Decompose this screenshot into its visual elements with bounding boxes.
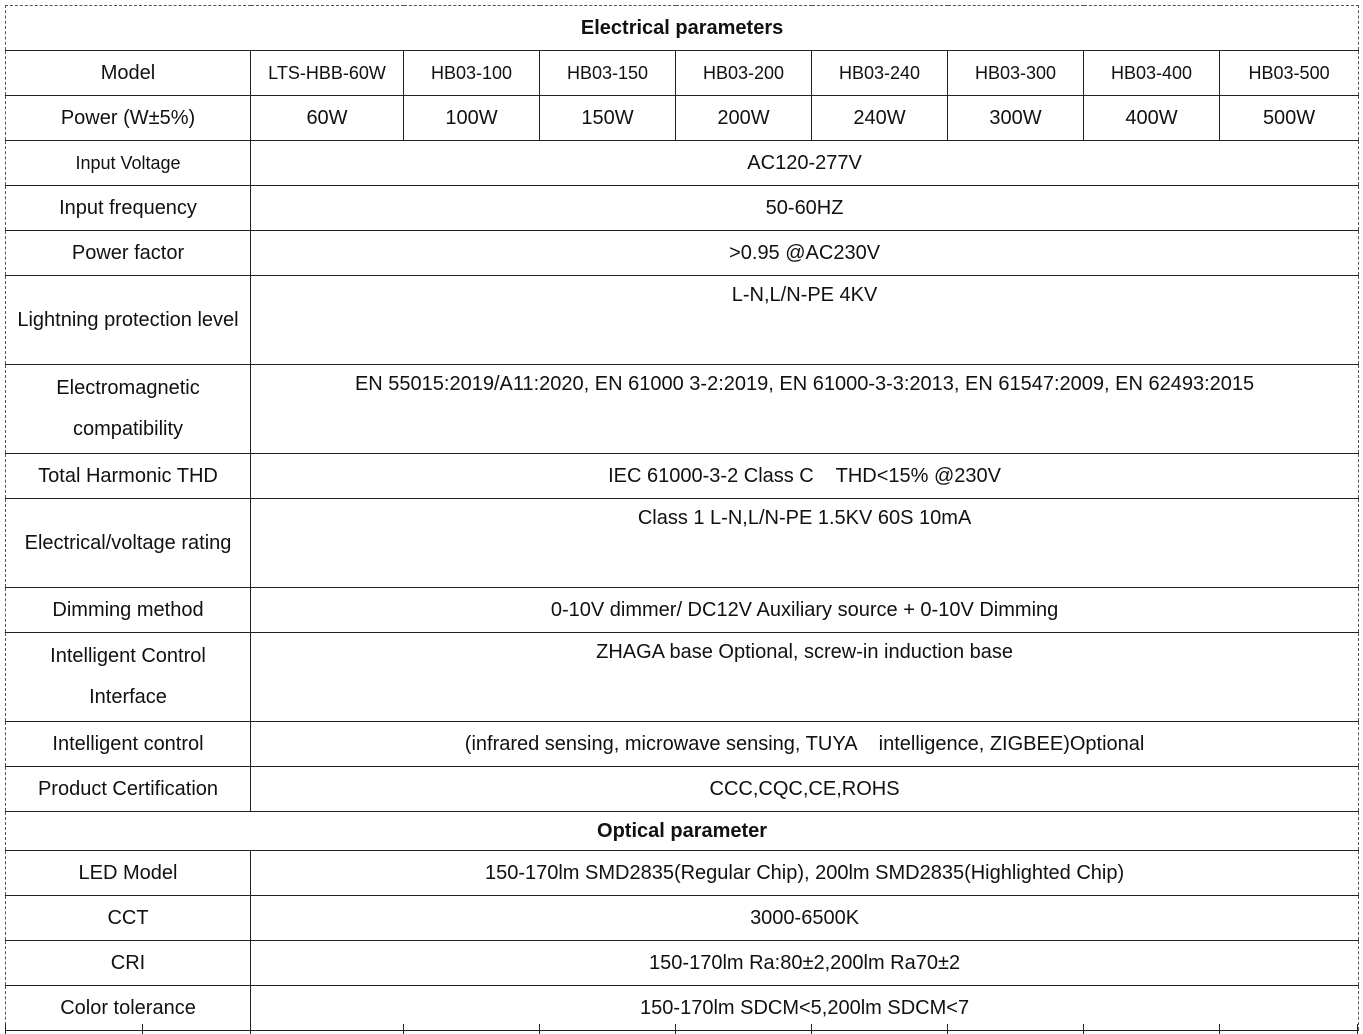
- cut-off-row: [5, 1024, 1358, 1034]
- model-label: Model: [6, 51, 251, 96]
- spec-table: [5, 5, 1359, 1031]
- table-row: [6, 454, 1359, 499]
- power-cell: 300W: [948, 96, 1084, 141]
- row-label: Total Harmonic THD: [6, 454, 251, 499]
- row-value: IEC 61000-3-2 Class C THD<15% @230V: [251, 454, 1359, 499]
- model-cell: HB03-400: [1084, 51, 1220, 96]
- row-value: 0-10V dimmer/ DC12V Auxiliary source + 0-10V Dimming: [251, 588, 1359, 633]
- cut-divider: [1219, 1024, 1220, 1034]
- row-label: CCT: [6, 896, 251, 941]
- row-label: Input frequency: [6, 186, 251, 231]
- table-row: [6, 588, 1359, 633]
- row-label: Electromagnetic compatibility: [6, 365, 251, 454]
- model-cell: HB03-500: [1220, 51, 1359, 96]
- cut-divider: [250, 1024, 251, 1034]
- cut-divider: [811, 1024, 812, 1034]
- electrical-heading-row: [6, 6, 1359, 51]
- model-cell: LTS-HBB-60W: [251, 51, 404, 96]
- cut-divider: [539, 1024, 540, 1034]
- row-label: LED Model: [6, 851, 251, 896]
- row-value: >0.95 @AC230V: [251, 231, 1359, 276]
- cut-divider: [1083, 1024, 1084, 1034]
- row-label: Intelligent control: [6, 722, 251, 767]
- row-label: CRI: [6, 941, 251, 986]
- model-cell: HB03-300: [948, 51, 1084, 96]
- row-label: Electrical/voltage rating: [6, 499, 251, 588]
- model-cell: HB03-100: [404, 51, 540, 96]
- model-cell: HB03-200: [676, 51, 812, 96]
- cut-divider: [947, 1024, 948, 1034]
- power-cell: 200W: [676, 96, 812, 141]
- row-value: L-N,L/N-PE 4KV: [251, 276, 1359, 365]
- cut-divider: [5, 1024, 6, 1034]
- table-row: [6, 633, 1359, 722]
- table-row: [6, 941, 1359, 986]
- row-value: (infrared sensing, microwave sensing, TUYA intelligence, ZIGBEE)Optional: [251, 722, 1359, 767]
- row-value: ZHAGA base Optional, screw-in induction base: [251, 633, 1359, 722]
- optical-heading: Optical parameter: [6, 812, 1359, 851]
- row-label: Intelligent Control Interface: [6, 633, 251, 722]
- table-row: [6, 499, 1359, 588]
- model-cell: HB03-150: [540, 51, 676, 96]
- power-cell: 100W: [404, 96, 540, 141]
- row-label: Dimming method: [6, 588, 251, 633]
- table-row: [6, 896, 1359, 941]
- power-cell: 60W: [251, 96, 404, 141]
- power-cell: 400W: [1084, 96, 1220, 141]
- table-row: [6, 767, 1359, 812]
- electrical-heading: Electrical parameters: [6, 6, 1359, 51]
- model-cell: HB03-240: [812, 51, 948, 96]
- power-label: Power (W±5%): [6, 96, 251, 141]
- row-value: EN 55015:2019/A11:2020, EN 61000 3-2:2019, EN 61000-3-3:2013, EN 61547:2009, EN 62493:2015: [251, 365, 1359, 454]
- power-cell: 150W: [540, 96, 676, 141]
- row-value: 3000-6500K: [251, 896, 1359, 941]
- model-row: [6, 51, 1359, 96]
- row-value: AC120-277V: [251, 141, 1359, 186]
- row-value: 50-60HZ: [251, 186, 1359, 231]
- row-value: 150-170lm Ra:80±2,200lm Ra70±2: [251, 941, 1359, 986]
- power-cell: 500W: [1220, 96, 1359, 141]
- table-row: [6, 365, 1359, 454]
- cut-divider: [142, 1024, 143, 1034]
- power-row: [6, 96, 1359, 141]
- cut-divider: [675, 1024, 676, 1034]
- table-row: [6, 276, 1359, 365]
- row-label: Input Voltage: [6, 141, 251, 186]
- row-value: Class 1 L-N,L/N-PE 1.5KV 60S 10mA: [251, 499, 1359, 588]
- cut-divider: [403, 1024, 404, 1034]
- row-value: CCC,CQC,CE,ROHS: [251, 767, 1359, 812]
- power-cell: 240W: [812, 96, 948, 141]
- row-label: Color tolerance: [6, 986, 251, 1031]
- row-label: Lightning protection level: [6, 276, 251, 365]
- cut-divider: [1357, 1024, 1358, 1034]
- table-row: [6, 722, 1359, 767]
- row-label: Power factor: [6, 231, 251, 276]
- table-row: [6, 186, 1359, 231]
- table-row: [6, 141, 1359, 186]
- optical-heading-row: [6, 812, 1359, 851]
- row-value: 150-170lm SMD2835(Regular Chip), 200lm SMD2835(Highlighted Chip): [251, 851, 1359, 896]
- row-label: Product Certification: [6, 767, 251, 812]
- table-row: [6, 231, 1359, 276]
- table-row: [6, 851, 1359, 896]
- row-value: 150-170lm SDCM<5,200lm SDCM<7: [251, 986, 1359, 1031]
